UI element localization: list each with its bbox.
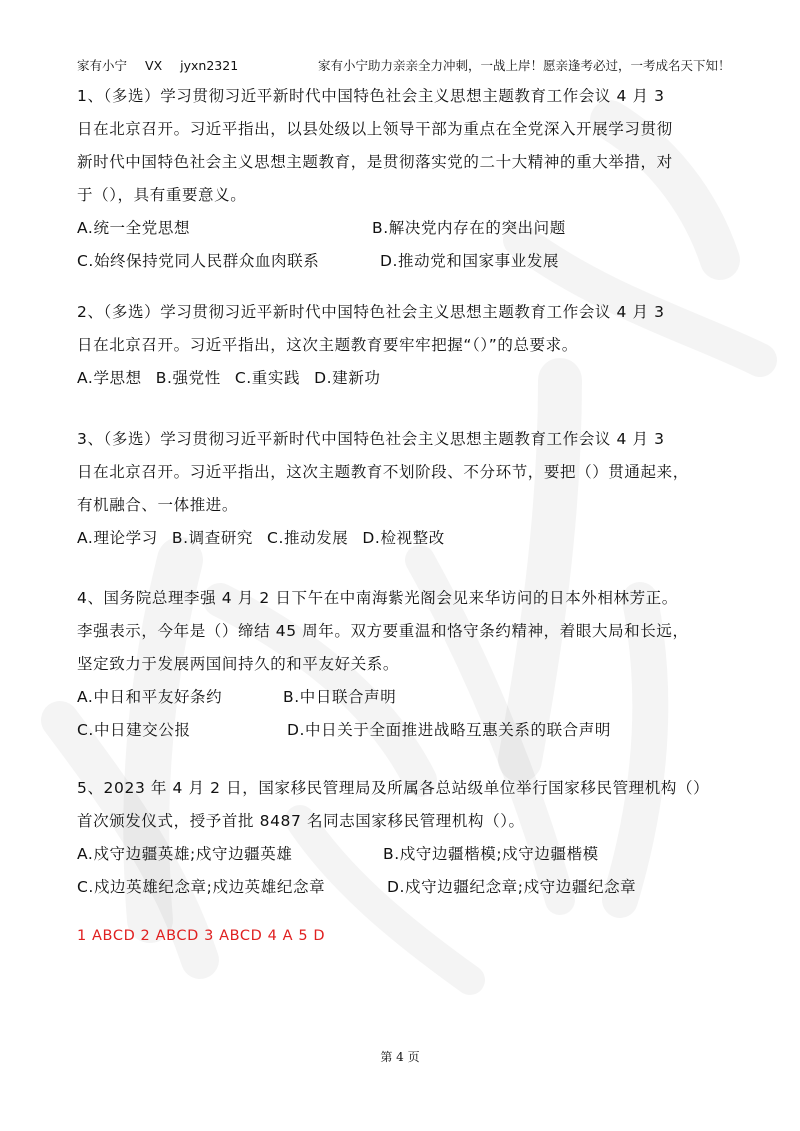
question-line: 李强表示，今年是（）缔结 45 周年。双方要重温和恪守条约精神，着眼大局和长远， xyxy=(77,622,689,640)
question-line: 2、（多选）学习贯彻习近平新时代中国特色社会主义思想主题教育工作会议 4 月 3 xyxy=(77,303,665,321)
question-line: 坚定致力于发展两国间持久的和平友好关系。 xyxy=(77,655,400,673)
option-d: D.推动党和国家事业发展 xyxy=(380,252,560,270)
question-5 xyxy=(77,772,727,904)
option-b: B.调查研究 xyxy=(171,529,254,547)
question-line: 有机融合、一体推进。 xyxy=(77,496,239,514)
page-number: 第 4 页 xyxy=(380,1050,420,1064)
options-row xyxy=(77,212,727,245)
option-b: B.强党性 xyxy=(155,369,221,387)
header-account: jyxn2321 xyxy=(180,58,239,73)
option-a: A.学思想 xyxy=(77,369,142,387)
options-row xyxy=(77,871,727,904)
option-b: B.戍守边疆楷模;戍守边疆楷模 xyxy=(383,845,599,863)
options-row xyxy=(77,522,727,555)
option-b: B.解决党内存在的突出问题 xyxy=(372,219,566,237)
option-d: D.戍守边疆纪念章;戍守边疆纪念章 xyxy=(387,878,637,896)
header-name: 家有小宁 xyxy=(77,58,128,73)
options-row xyxy=(77,362,727,395)
options-row xyxy=(77,714,727,747)
options-row xyxy=(77,245,727,278)
question-1 xyxy=(77,80,727,278)
question-4 xyxy=(77,582,727,747)
question-line: 日在北京召开。习近平指出，以县处级以上领导干部为重点在全党深入开展学习贯彻 xyxy=(77,120,673,138)
question-line: 首次颁发仪式，授予首批 8487 名同志国家移民管理机构（）。 xyxy=(77,812,525,830)
option-a: A.理论学习 xyxy=(77,529,158,547)
options-row xyxy=(77,681,727,714)
options-row xyxy=(77,838,727,871)
option-a: A.统一全党思想 xyxy=(77,219,191,237)
option-c: C.戍边英雄纪念章;戍边英雄纪念章 xyxy=(77,878,326,896)
question-3 xyxy=(77,423,727,555)
option-c: C.重实践 xyxy=(234,369,301,387)
option-a: A.中日和平友好条约 xyxy=(77,688,223,706)
question-line: 1、（多选）学习贯彻习近平新时代中国特色社会主义思想主题教育工作会议 4 月 3 xyxy=(77,87,665,105)
question-line: 4、国务院总理李强 4 月 2 日下午在中南海紫光阁会见来华访问的日本外相林芳正。 xyxy=(77,589,678,607)
option-c: C.中日建交公报 xyxy=(77,721,191,739)
option-d: D.中日关于全面推进战略互惠关系的联合声明 xyxy=(287,721,611,739)
option-d: D.建新功 xyxy=(314,369,381,387)
page-header-left xyxy=(77,56,256,74)
option-c: C.始终保持党同人民群众血肉联系 xyxy=(77,252,320,270)
question-line: 日在北京召开。习近平指出，这次主题教育要牢牢把握“（）”的总要求。 xyxy=(77,336,578,354)
header-slogan: 家有小宁助力亲亲全力冲刺，一战上岸！愿亲逢考必过，一考成名天下知！ xyxy=(318,58,731,73)
option-a: A.戍守边疆英雄;戍守边疆英雄 xyxy=(77,845,293,863)
question-2 xyxy=(77,296,727,395)
question-line: 日在北京召开。习近平指出，这次主题教育不划阶段、不分环节，要把（）贯通起来， xyxy=(77,463,689,481)
question-line: 5、2023 年 4 月 2 日，国家移民管理局及所属各总站级单位举行国家移民管理机构（） xyxy=(77,779,710,797)
question-line: 新时代中国特色社会主义思想主题教育，是贯彻落实党的二十大精神的重大举措，对 xyxy=(77,153,673,171)
question-line: 于（），具有重要意义。 xyxy=(77,186,247,204)
option-b: B.中日联合声明 xyxy=(283,688,397,706)
answer-key: 1 ABCD 2 ABCD 3 ABCD 4 A 5 D xyxy=(77,928,326,944)
header-vx: VX xyxy=(145,58,163,73)
option-d: D.检视整改 xyxy=(362,529,445,547)
option-c: C.推动发展 xyxy=(267,529,349,547)
question-line: 3、（多选）学习贯彻习近平新时代中国特色社会主义思想主题教育工作会议 4 月 3 xyxy=(77,430,665,448)
